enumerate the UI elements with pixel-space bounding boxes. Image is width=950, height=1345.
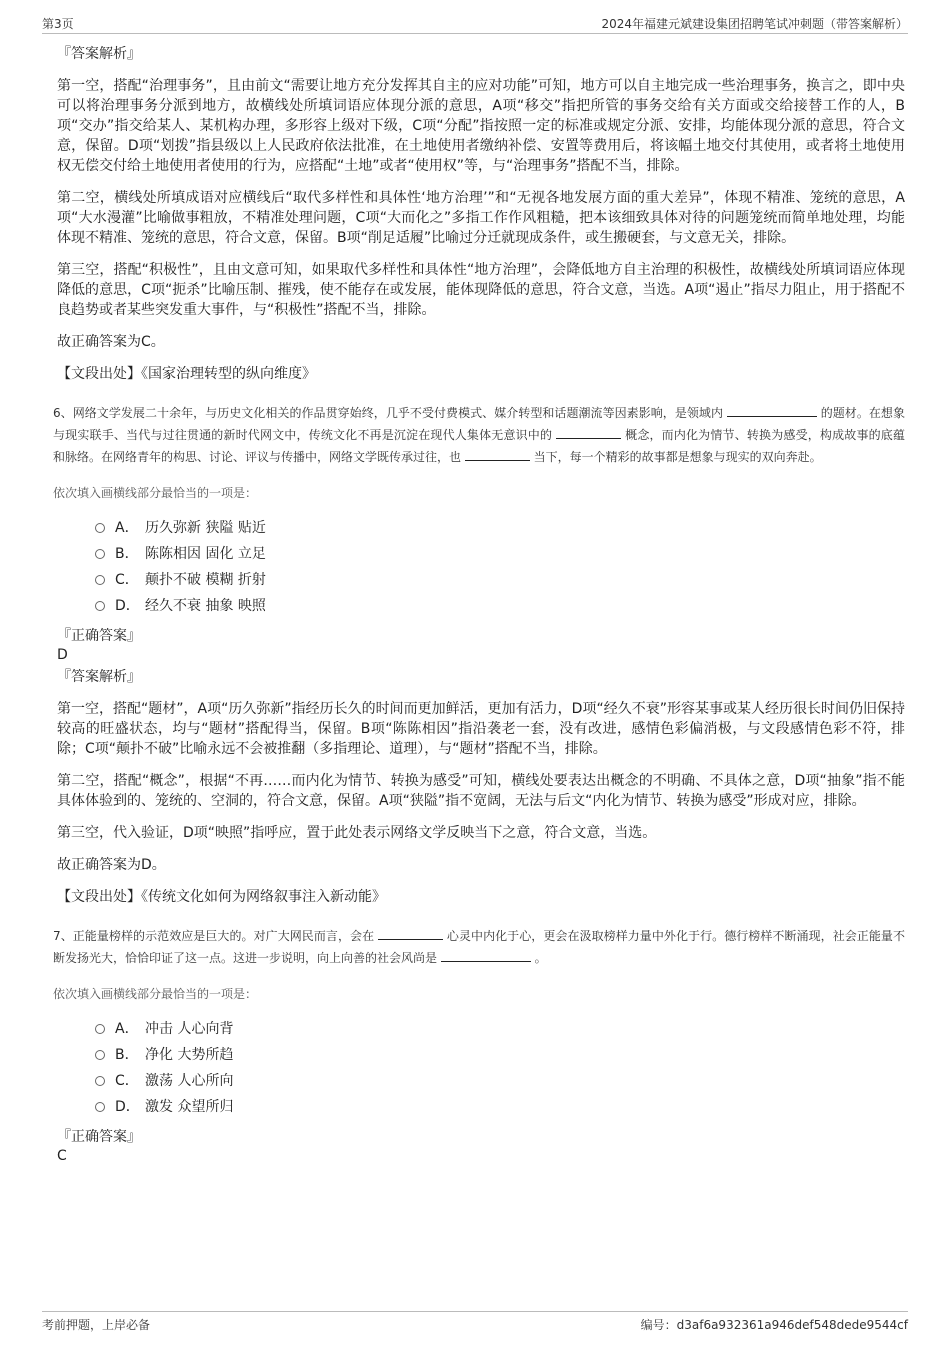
q6-blank-2 bbox=[556, 425, 621, 439]
q6-analysis-paragraph-2: 第二空，搭配“概念”，根据“不再……而内化为情节、转换为感受”可知，横线处要表达出概念的不明确、不具体之意，D项“抽象”指不能具体体验到的、笼统的、空洞的，符合文意，保留。A项“狭隘”指不宽阔，无法与后文“内化为情节、转换为感受”形成对应，排除。 bbox=[57, 773, 905, 809]
page-footer bbox=[42, 1311, 908, 1333]
page-header bbox=[42, 12, 908, 34]
radio-icon[interactable] bbox=[95, 575, 105, 585]
q6-blank-3 bbox=[465, 447, 530, 461]
radio-icon[interactable] bbox=[95, 523, 105, 533]
q7-blank-2 bbox=[441, 948, 531, 962]
footer-slogan: 考前押题，上岸必备 bbox=[42, 1318, 151, 1332]
q6-analysis-paragraph-3: 第三空，代入验证，D项“映照”指呼应，置于此处表示网络文学反映当下之意，符合文意，当选。 bbox=[57, 825, 657, 841]
q6-option-d[interactable] bbox=[95, 593, 905, 619]
q7-stem-part-a: 7、正能量榜样的示范效应是巨大的。对广大网民而言，会在 bbox=[53, 929, 375, 943]
q6-stem-part-a: 6、网络文学发展二十余年，与历史文化相关的作品贯穿始终，几乎不受付费模式、媒介转型和话题潮流等因素影响，是领域内 bbox=[53, 406, 723, 420]
q6-option-a[interactable] bbox=[95, 515, 905, 541]
document-title: 2024年福建元斌建设集团招聘笔试冲刺题（带答案解析） bbox=[601, 17, 908, 31]
option-letter: C． bbox=[115, 1073, 139, 1089]
option-text: 历久弥新 狭隘 贴近 bbox=[145, 520, 266, 536]
q7-stem-part-c: 。 bbox=[534, 951, 547, 965]
option-text: 经久不衰 抽象 映照 bbox=[145, 598, 266, 614]
option-text: 激荡 人心所向 bbox=[145, 1073, 234, 1089]
option-text: 颠扑不破 模糊 折射 bbox=[145, 572, 266, 588]
q6-option-b[interactable] bbox=[95, 541, 905, 567]
option-text: 激发 众望所归 bbox=[145, 1099, 234, 1115]
q6-options bbox=[95, 515, 905, 619]
q5-analysis-title: 『答案解析』 bbox=[57, 46, 141, 62]
q7-answer: C bbox=[57, 1148, 67, 1164]
q5-conclusion: 故正确答案为C。 bbox=[57, 334, 165, 350]
q6-option-c[interactable] bbox=[95, 567, 905, 593]
option-text: 净化 大势所趋 bbox=[145, 1047, 234, 1063]
option-letter: A． bbox=[115, 1021, 139, 1037]
footer-serial: 编号：d3af6a932361a946def548dede9544cf bbox=[640, 1318, 908, 1332]
option-letter: A． bbox=[115, 520, 139, 536]
q5-analysis-paragraph-2: 第二空，横线处所填成语对应横线后“取代多样性和具体性‘地方治理’”和“无视各地发展方面的重大差异”，体现不精准、笼统的意思，A项“大水漫灌”比喻做事粗放，不精准处理问题，C项“大而化之”多指工作作风粗糙，把本该细致具体对待的问题笼统而简单地处理，均能体现不精准、笼统的意思，符合文意，保留。B项“削足适履”比喻过分迁就现成条件，或生搬硬套，与文意无关，排除。 bbox=[57, 190, 905, 246]
radio-icon[interactable] bbox=[95, 549, 105, 559]
q7-answer-title: 『正确答案』 bbox=[57, 1129, 141, 1145]
q6-stem-part-c: 概念，而内化为情节、转换为感受，构成故事的底蕴和脉络。在网络青年的构思、讨论、评议与传播中，网络文学既传承过往，也 bbox=[53, 428, 905, 464]
q6-source: 【文段出处】《传统文化如何为网络叙事注入新动能》 bbox=[57, 889, 386, 905]
q7-option-d[interactable] bbox=[95, 1094, 905, 1120]
radio-icon[interactable] bbox=[95, 1024, 105, 1034]
q6-conclusion: 故正确答案为D。 bbox=[57, 857, 166, 873]
option-letter: D． bbox=[115, 598, 140, 614]
q7-option-b[interactable] bbox=[95, 1042, 905, 1068]
q6-analysis-paragraph-1: 第一空，搭配“题材”，A项“历久弥新”指经历长久的时间而更加鲜活，更加有活力，D项“经久不衰”形容某事或某人经历很长时间仍旧保持较高的旺盛状态，均与“题材”搭配得当，保留。B项“陈陈相因”指沿袭老一套，没有改进，感情色彩偏消极，与文段感情色彩不符，排除；C项“颠扑不破”比喻永远不会被推翻（多指理论、道理），与“题材”搭配不当，排除。 bbox=[57, 701, 905, 757]
q5-source: 【文段出处】《国家治理转型的纵向维度》 bbox=[57, 366, 316, 382]
q5-analysis-paragraph-1: 第一空，搭配“治理事务”，且由前文“需要让地方充分发挥其自主的应对功能”可知，地方可以自主地完成一些治理事务，换言之，即中央可以将治理事务分派到地方，故横线处所填词语应体现分派的意思，A项“移交”指把所管的事务交给有关方面或交给接替工作的人，B项“交办”指交给某人、某机构办理，多形容上级对下级，C项“分配”指按照一定的标准或规定分派、安排，均能体现分派的意思，符合文意，保留。D项“划拨”指县级以上人民政府依法批准，在土地使用者缴纳补偿、安置等费用后，将该幅土地交付其使用，或者将土地使用权无偿交付给土地使用者使用的行为，应搭配“土地”或者“使用权”等，与“治理事务”搭配不当，排除。 bbox=[57, 78, 905, 174]
q6-stem-part-d: 当下，每一个精彩的故事都是想象与现实的双向奔赴。 bbox=[533, 450, 822, 464]
option-letter: C． bbox=[115, 572, 139, 588]
q7-option-a[interactable] bbox=[95, 1016, 905, 1042]
page-content bbox=[53, 44, 905, 1166]
q6-blank-1 bbox=[727, 403, 817, 417]
q6-stem bbox=[53, 402, 905, 468]
q7-stem bbox=[53, 925, 905, 969]
q7-option-c[interactable] bbox=[95, 1068, 905, 1094]
q7-options bbox=[95, 1016, 905, 1120]
page-number: 第3页 bbox=[42, 17, 74, 31]
option-letter: B． bbox=[115, 546, 139, 562]
q7-blank-1 bbox=[378, 926, 443, 940]
option-letter: D． bbox=[115, 1099, 140, 1115]
option-text: 冲击 人心向背 bbox=[145, 1021, 234, 1037]
option-text: 陈陈相因 固化 立足 bbox=[145, 546, 266, 562]
q7-instruction: 依次填入画横线部分最恰当的一项是： bbox=[53, 987, 258, 1001]
q7-stem-part-b: 心灵中内化于心，更会在汲取榜样力量中外化于行。德行榜样不断涌现，社会正能量不断发扬光大，恰恰印证了这一点。这进一步说明，向上向善的社会风尚是 bbox=[53, 929, 905, 965]
q5-analysis-paragraph-3: 第三空，搭配“积极性”，且由文意可知，如果取代多样性和具体性“地方治理”，会降低地方自主治理的积极性，故横线处所填词语应体现降低的意思，C项“扼杀”比喻压制、摧残，使不能存在或发展，能体现降低的意思，符合文意，当选。A项“遏止”指尽力阻止，用于搭配不良趋势或者某些突发重大事件，与“积极性”搭配不当，排除。 bbox=[57, 262, 905, 318]
radio-icon[interactable] bbox=[95, 1102, 105, 1112]
radio-icon[interactable] bbox=[95, 1050, 105, 1060]
q6-answer: D bbox=[57, 647, 68, 663]
q6-analysis-title: 『答案解析』 bbox=[57, 669, 141, 685]
q6-answer-title: 『正确答案』 bbox=[57, 628, 141, 644]
radio-icon[interactable] bbox=[95, 601, 105, 611]
q6-instruction: 依次填入画横线部分最恰当的一项是： bbox=[53, 486, 258, 500]
option-letter: B． bbox=[115, 1047, 139, 1063]
q6-stem-part-b: 的题材。在想象与现实联手、当代与过往贯通的新时代网文中，传统文化不再是沉淀在现代人集体无意识中的 bbox=[53, 406, 905, 442]
radio-icon[interactable] bbox=[95, 1076, 105, 1086]
